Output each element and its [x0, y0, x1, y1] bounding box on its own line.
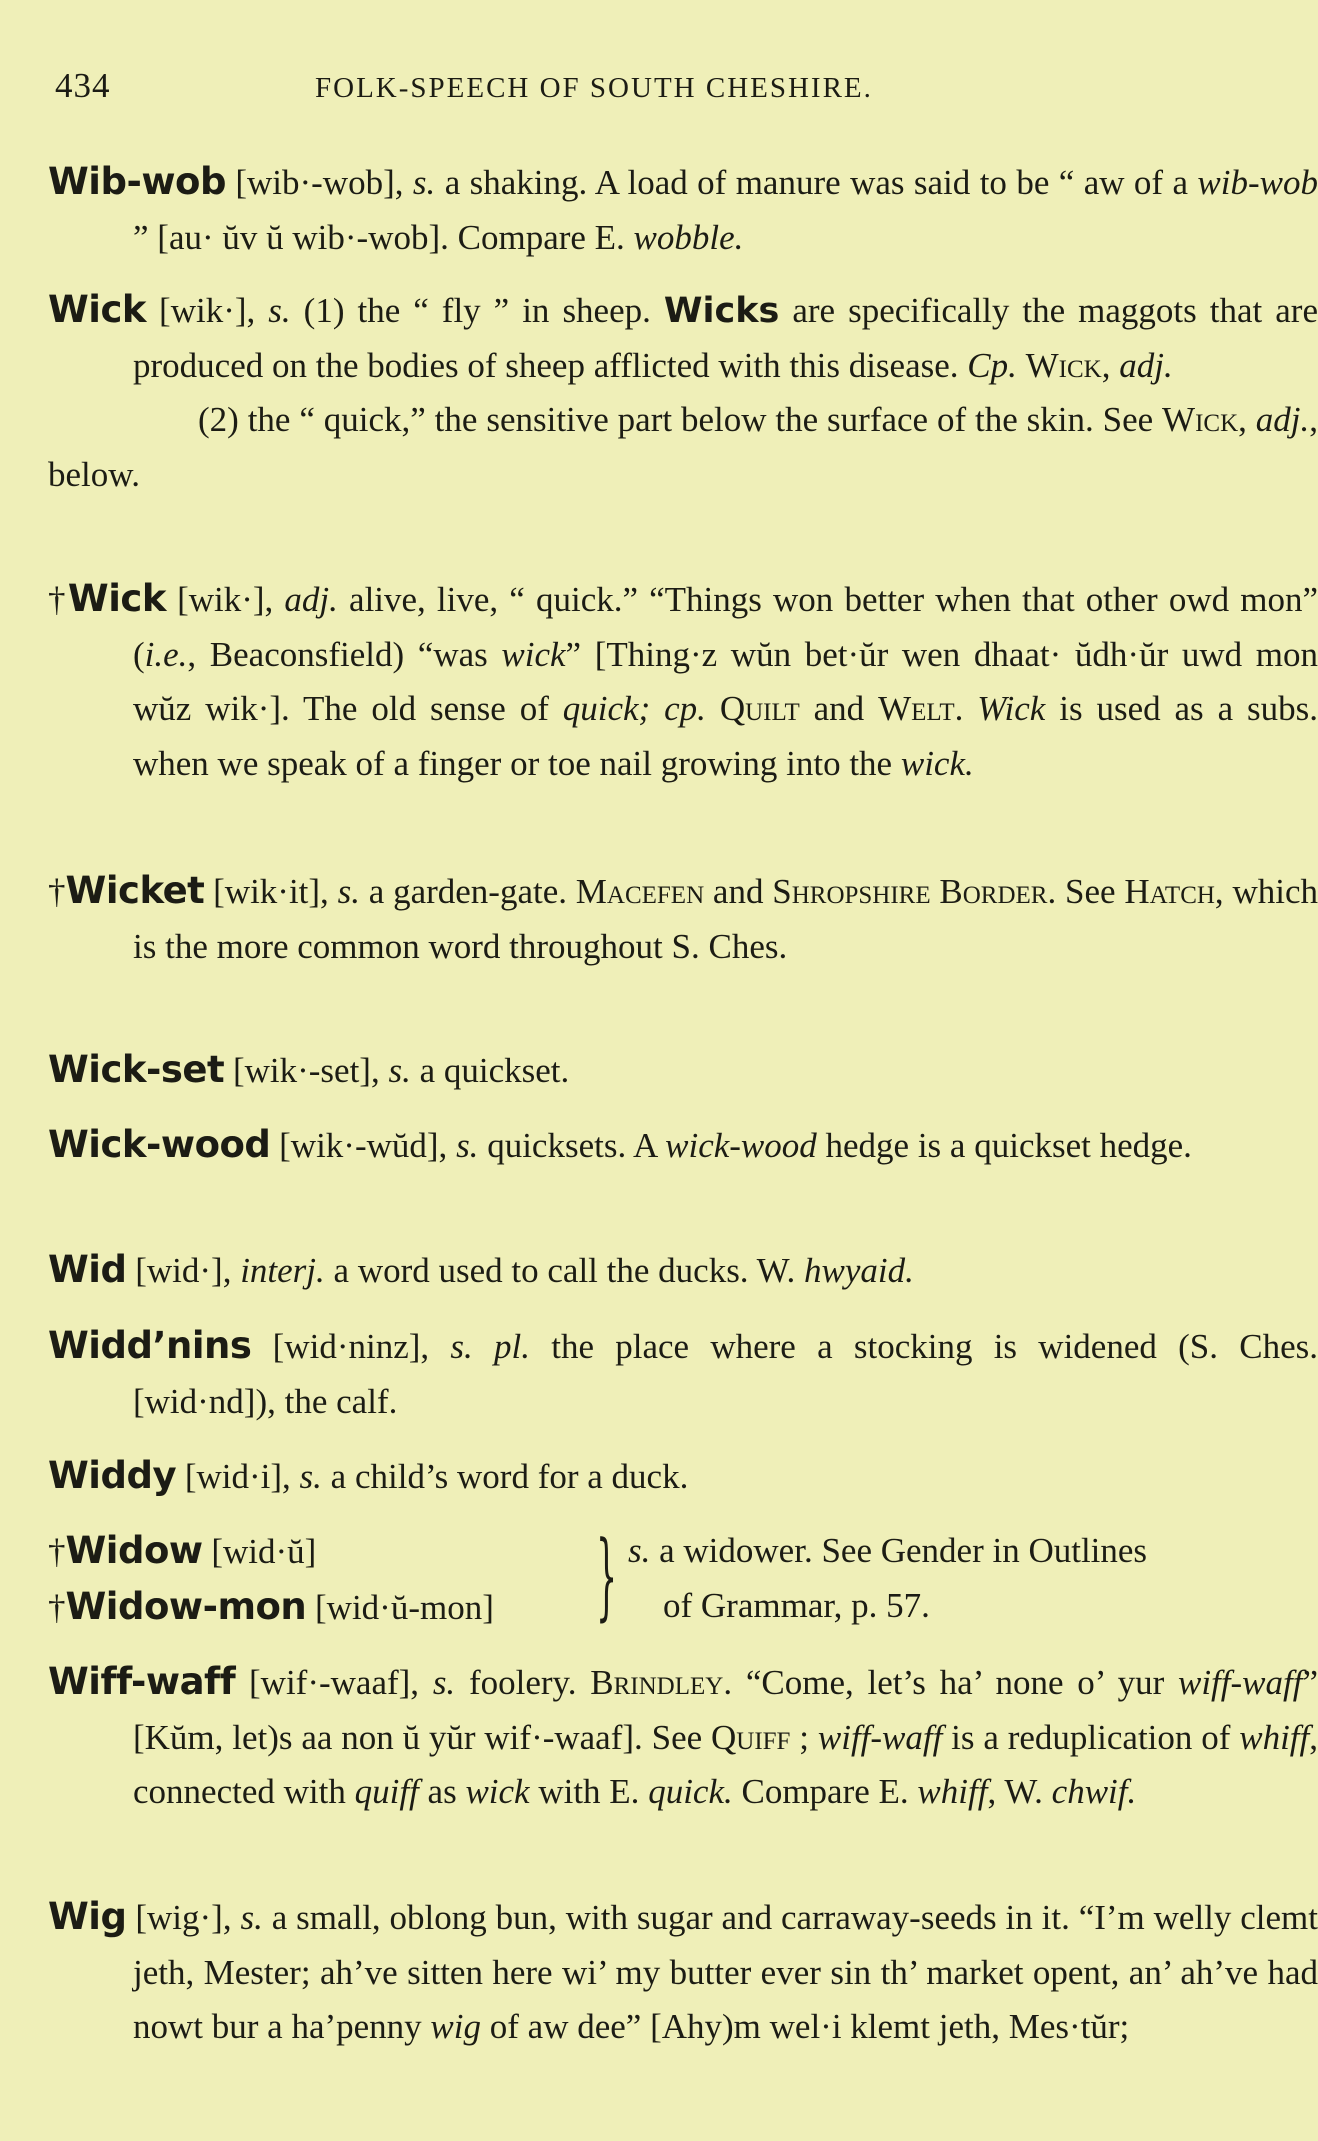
entry-widdnins: Widd’nins [wid·ninz], s. pl. the place where a stocking is widened (S. Ches. [wid·nd]), the calf. — [48, 1324, 1318, 1421]
headword: Wiff-waff — [48, 1660, 236, 1703]
entry-widow — [48, 1521, 1233, 1639]
headword: Widdy — [48, 1454, 177, 1497]
dagger-mark: † — [48, 580, 68, 619]
entry-wid: Wid [wid·], interj. a word used to call the ducks. W. hwyaid. — [48, 1248, 914, 1291]
page-number: 434 — [55, 66, 111, 105]
dagger-mark: † — [48, 1587, 66, 1627]
sense-2: (2) the “ quick,” the sensitive part below the surface of the skin. See Wick, adj., below. — [48, 400, 1318, 494]
headword: Wick-wood — [48, 1123, 271, 1166]
headword: Wib-wob — [48, 160, 226, 203]
headword: Widd’nins — [48, 1324, 252, 1367]
headword: Widow-mon — [65, 1584, 307, 1628]
headword: Wick-set — [48, 1048, 225, 1091]
entry-wick-noun: Wick [wik·], s. (1) the “ fly ” in sheep. Wicks are specifically the maggots that are produced on the bodies of sheep afflicted with this disease. Cp. Wick, adj. (2) the “ quick,” the sensitive part below the surface of the skin. See Wick, adj., below. — [48, 283, 1318, 502]
running-title: FOLK-SPEECH OF SOUTH CHESHIRE. — [315, 72, 873, 104]
entry-wick-set: Wick-set [wik·-set], s. a quickset. — [48, 1048, 570, 1091]
headword: Widow — [65, 1529, 203, 1572]
entry-wick-wood: Wick-wood [wik·-wŭd], s. quicksets. A wick-wood hedge is a quickset hedge. — [48, 1123, 1192, 1166]
entry-wib-wob: Wib-wob [wib·-wob], s. a shaking. A load of manure was said to be “ aw of a wib-wob ” [au· ŭv ŭ wib·-wob]. Compare E. wobble. — [48, 160, 1318, 257]
running-head — [55, 66, 1221, 116]
entry-wick-adj: †Wick [wik·], adj. alive, live, “ quick.” “Things won better when that other owd mon” (i.e., Beaconsfield) “was wick” [Thing·z wŭn bet·ŭr wen dhaat· ŭdh·ŭr uwd mon wŭz wik·]. The old sense of quick; cp. Quilt and Welt. Wick is used as a subs. when we speak of a finger or toe nail growing into the wick. — [48, 577, 1318, 783]
headword: Wick — [67, 577, 166, 620]
entry-wiff-waff: Wiff-waff [wif·-waaf], s. foolery. Brindley. “Come, let’s ha’ none o’ yur wiff-waff” [Kŭm, let)s aa non ŭ yŭr wif·-waaf]. See Quiff ; wiff-waff is a reduplication of whiff, connected with quiff as wick with E. quick. Compare E. whiff, W. chwif. — [48, 1660, 1318, 1811]
shared-definition: s. a widower. See Gender in Outlines of Grammar, p. 57. — [628, 1531, 1148, 1625]
entry-widdy: Widdy [wid·i], s. a child’s word for a duck. — [48, 1454, 689, 1497]
headword: Wig — [48, 1895, 127, 1938]
headword: Wicket — [65, 869, 205, 912]
entry-wicket: †Wicket [wik·it], s. a garden-gate. Macefen and Shropshire Border. See Hatch, which is the more common word throughout S. Ches. — [48, 869, 1318, 966]
dagger-mark: † — [48, 1532, 66, 1571]
headword-group: †Widow [wid·ŭ] †Widow-mon [wid·ŭ-mon] — [48, 1529, 494, 1628]
dagger-mark: † — [48, 872, 66, 911]
entry-wig: Wig [wig·], s. a small, oblong bun, with sugar and carraway-seeds in it. “I’m welly clemt jeth, Mester; ah’ve sitten here wi’ my butter ever sin th’ market opent, an’ ah’ve had nowt bur a ha’penny wig of aw dee” [Ahy)m wel·i klemt jeth, Mes·tŭr; — [48, 1895, 1318, 2046]
headword: Wid — [48, 1248, 127, 1291]
brace: } — [596, 1521, 618, 1631]
headword: Wick — [48, 288, 147, 331]
